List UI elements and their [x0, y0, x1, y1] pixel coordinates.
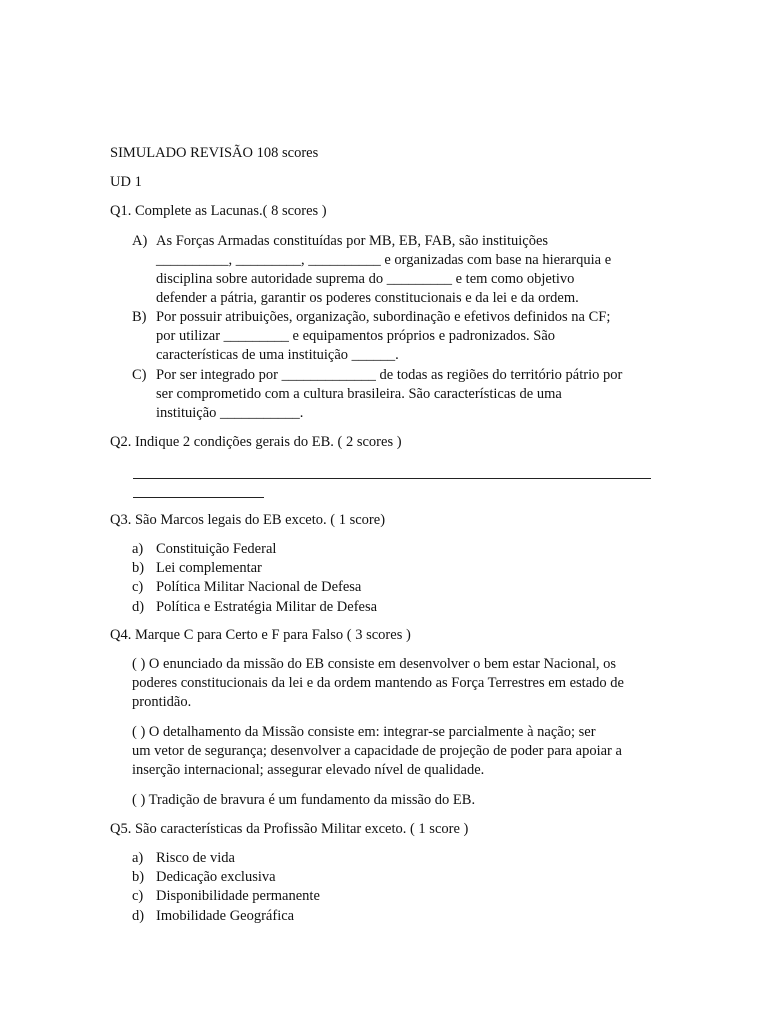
item-text-line: por utilizar _________ e equipamentos próprios e padronizados. São [156, 328, 556, 344]
option-label: a) [132, 541, 144, 557]
option-label: d) [132, 599, 145, 615]
document-title: SIMULADO REVISÃO 108 scores [110, 145, 319, 161]
option-label: d) [132, 908, 145, 924]
option-text: Política e Estratégia Militar de Defesa [156, 599, 378, 615]
item-text-line: características de uma instituição ______. [156, 347, 399, 363]
question-heading: Q1. Complete as Lacunas.( 8 scores ) [110, 203, 327, 219]
item-text-line: defender a pátria, garantir os poderes constitucionais e da lei e da ordem. [156, 290, 579, 306]
item-text-line: instituição ___________. [156, 405, 304, 421]
statement-line: ( ) O enunciado da missão do EB consiste em desenvolver o bem estar Nacional, os [132, 656, 617, 672]
statement-line: prontidão. [132, 694, 192, 710]
item-text-line: Por ser integrado por _____________ de todas as regiões do território pátrio por [156, 367, 623, 383]
option-text: Dedicação exclusiva [156, 869, 276, 885]
item-text-line: Por possuir atribuições, organização, subordinação e efetivos definidos na CF; [156, 309, 611, 325]
item-label: C) [132, 367, 147, 383]
answer-line[interactable] [133, 478, 651, 479]
statement-line: ( ) Tradição de bravura é um fundamento da missão do EB. [132, 792, 476, 808]
question-heading: Q5. São características da Profissão Militar exceto. ( 1 score ) [110, 821, 469, 837]
answer-line[interactable] [133, 497, 264, 498]
option-text: Risco de vida [156, 850, 235, 866]
unit-label: UD 1 [110, 174, 142, 190]
option-text: Política Militar Nacional de Defesa [156, 579, 362, 595]
item-label: A) [132, 233, 148, 249]
option-label: c) [132, 888, 144, 904]
item-text-line: ser comprometido com a cultura brasileira. São características de uma [156, 386, 562, 402]
question-heading: Q2. Indique 2 condições gerais do EB. ( 2 scores ) [110, 434, 402, 450]
item-text-line: __________, _________, __________ e organizadas com base na hierarquia e [156, 252, 612, 268]
option-text: Lei complementar [156, 560, 262, 576]
question-heading: Q4. Marque C para Certo e F para Falso ( 3 scores ) [110, 627, 411, 643]
statement-line: inserção internacional; assegurar elevado nível de qualidade. [132, 762, 485, 778]
option-label: b) [132, 869, 145, 885]
statement-line: poderes constitucionais da lei e da ordem mantendo as Força Terrestres em estado de [132, 675, 624, 691]
option-label: a) [132, 850, 144, 866]
option-text: Imobilidade Geográfica [156, 908, 295, 924]
item-text-line: As Forças Armadas constituídas por MB, EB, FAB, são instituições [156, 233, 549, 249]
statement-line: um vetor de segurança; desenvolver a capacidade de projeção de poder para apoiar a [132, 743, 622, 759]
item-text-line: disciplina sobre autoridade suprema do _________ e tem como objetivo [156, 271, 575, 287]
item-label: B) [132, 309, 147, 325]
option-text: Constituição Federal [156, 541, 277, 557]
question-heading: Q3. São Marcos legais do EB exceto. ( 1 score) [110, 512, 386, 528]
option-label: c) [132, 579, 144, 595]
option-text: Disponibilidade permanente [156, 888, 320, 904]
statement-line: ( ) O detalhamento da Missão consiste em: integrar-se parcialmente à nação; ser [132, 724, 596, 740]
option-label: b) [132, 560, 145, 576]
